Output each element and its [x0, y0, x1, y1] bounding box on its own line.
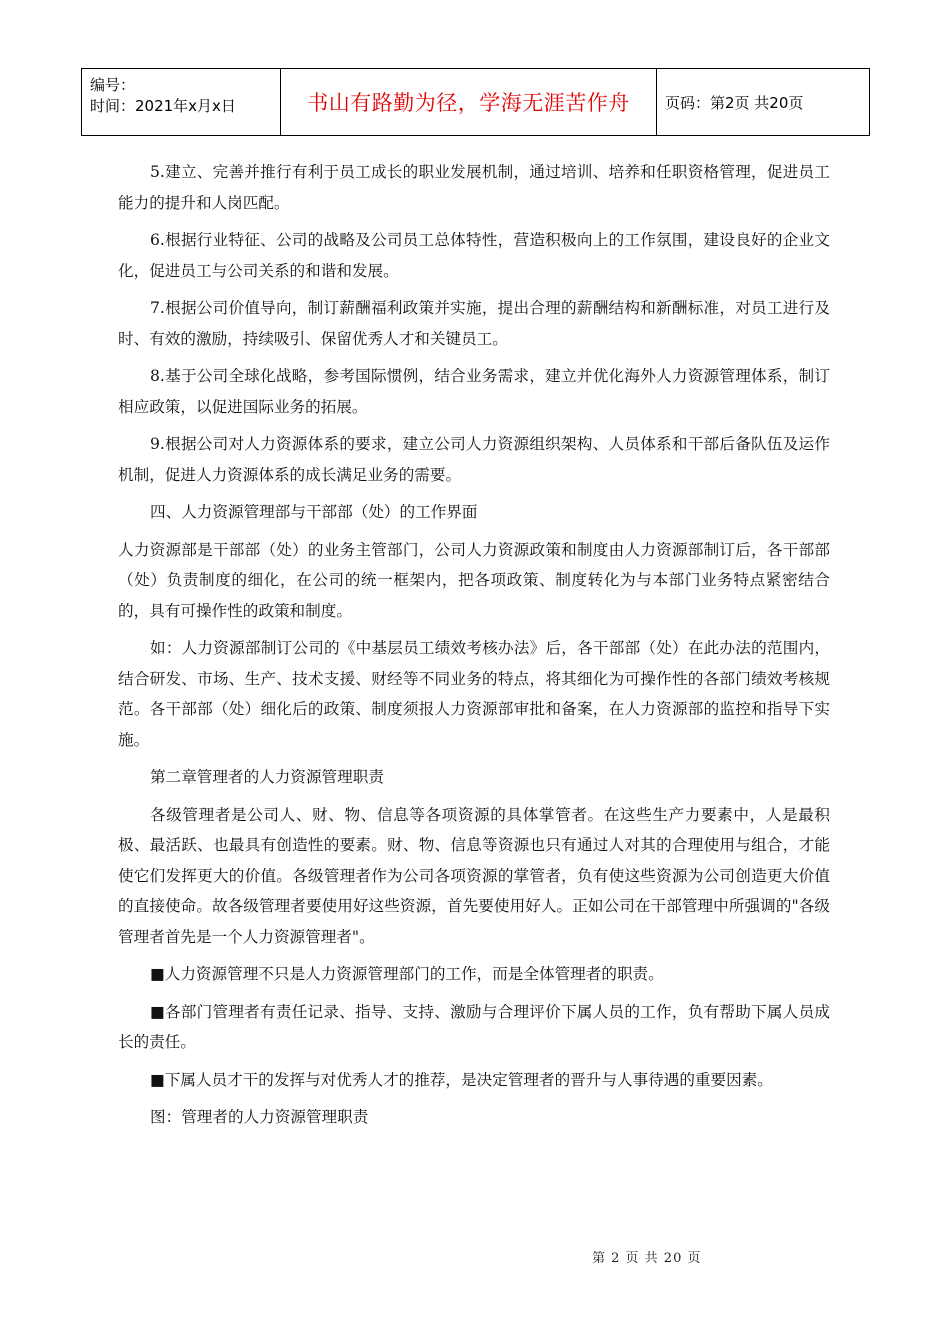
paragraph-item-5: 5.建立、完善并推行有利于员工成长的职业发展机制，通过培训、培养和任职资格管理，促进员工能力的提升和人岗匹配。 [118, 163, 830, 212]
header-motto: 书山有路勤为径，学海无涯苦作舟 [281, 69, 657, 135]
header-meta [82, 69, 281, 135]
bullet-item-2: ■各部门管理者有责任记录、指导、支持、激励与合理评价下属人员的工作，负有帮助下属人员成长的责任。 [118, 1002, 830, 1051]
paragraph-item-6: 6.根据行业特征、公司的战略及公司员工总体特性，营造积极向上的工作氛围，建设良好的企业文化，促进员工与公司关系的和谐和发展。 [118, 231, 830, 280]
document-header [81, 68, 870, 136]
bullet-item-3: ■下属人员才干的发挥与对优秀人才的推荐，是决定管理者的晋升与人事待遇的重要因素。 [150, 1070, 773, 1089]
paragraph-interface: 人力资源部是干部部（处）的业务主管部门，公司人力资源政策和制度由人力资源部制订后，各干部部（处）负责制度的细化，在公司的统一框架内，把各项政策、制度转化为与本部门业务特点紧密结合的，具有可操作性的政策和制度。 [118, 540, 830, 620]
code-label: 编号： [90, 76, 136, 94]
figure-caption: 图：管理者的人力资源管理职责 [150, 1108, 369, 1126]
page-footer: 第 2 页 共 20 页 [592, 1251, 702, 1266]
chapter-heading-2: 第二章管理者的人力资源管理职责 [150, 768, 384, 786]
paragraph-item-7: 7.根据公司价值导向，制订薪酬福利政策并实施，提出合理的薪酬结构和新酬标准，对员工进行及时、有效的激励，持续吸引、保留优秀人才和关键员工。 [118, 299, 830, 348]
paragraph-example: 如：人力资源部制订公司的《中基层员工绩效考核办法》后，各干部部（处）在此办法的范围内，结合研发、市场、生产、技术支援、财经等不同业务的特点，将其细化为可操作性的各部门绩效考核规范。各干部部（处）细化后的政策、制度须报人力资源部审批和备案，在人力资源部的监控和指导下实施。 [118, 639, 830, 749]
bullet-item-1: ■人力资源管理不只是人力资源管理部门的工作，而是全体管理者的职责。 [150, 965, 664, 983]
date-label: 时间：2021年x月x日 [90, 97, 236, 115]
header-page-label: 页码：第2页 共20页 [665, 93, 804, 112]
paragraph-managers: 各级管理者是公司人、财、物、信息等各项资源的具体掌管者。在这些生产力要素中，人是最积极、最活跃、也最具有创造性的要素。财、物、信息等资源也只有通过人对其的合理使用与组合，才能使它们发挥更大的价值。各级管理者作为公司各项资源的掌管者，负有使这些资源为公司创造更大价值的直接使命。故各级管理者要使用好这些资源，首先要使用好人。正如公司在干部管理中所强调的"各级管理者首先是一个人力资源管理者"。 [118, 805, 830, 946]
section-heading-4: 四、人力资源管理部与干部部（处）的工作界面 [150, 503, 478, 521]
paragraph-item-9: 9.根据公司对人力资源体系的要求，建立公司人力资源组织架构、人员体系和干部后备队伍及运作机制，促进人力资源体系的成长满足业务的需要。 [118, 435, 830, 484]
document-body [118, 157, 830, 1140]
paragraph-item-8: 8.基于公司全球化战略，参考国际惯例，结合业务需求，建立并优化海外人力资源管理体系，制订相应政策，以促进国际业务的拓展。 [118, 367, 830, 416]
